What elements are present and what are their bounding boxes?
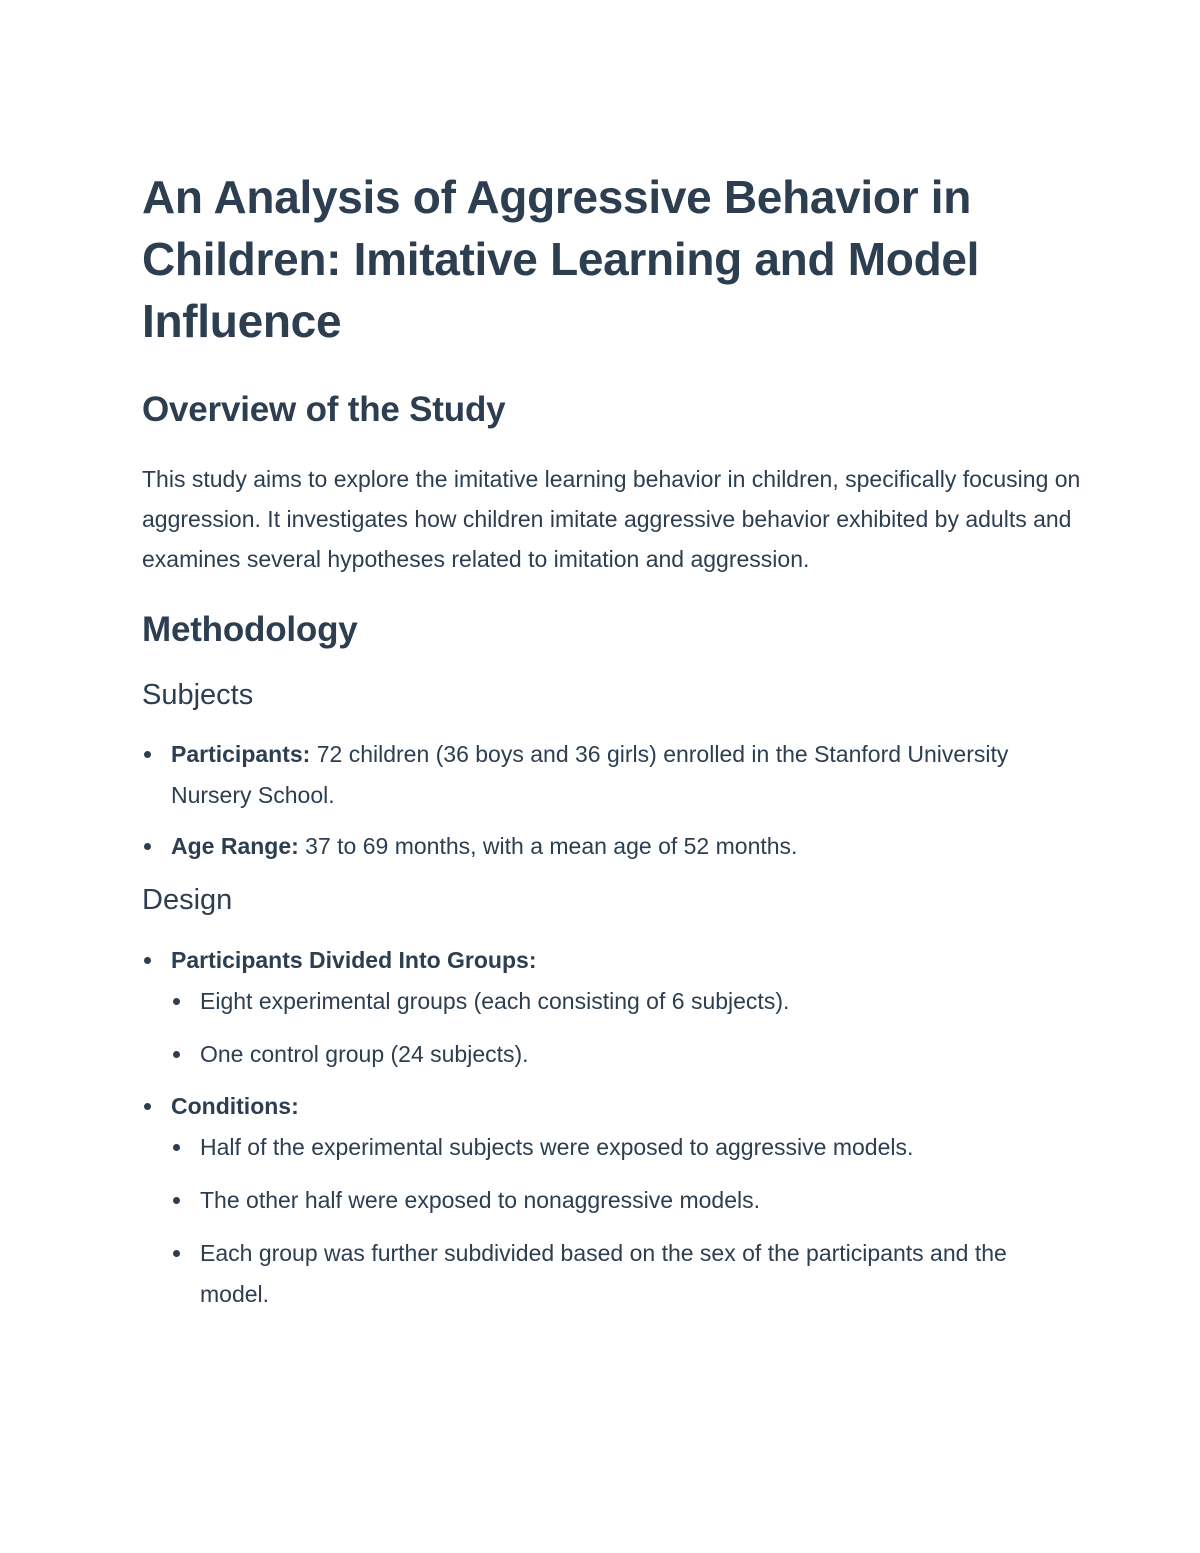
list-item	[142, 940, 1082, 1075]
nested-list-item: Each group was further subdivided based on the sex of the participants and the model.	[171, 1233, 1082, 1315]
list-item	[142, 826, 1082, 867]
overview-paragraph: This study aims to explore the imitative learning behavior in children, specifically focusing on aggression. It investigates how children imitate aggressive behavior exhibited by adults and examines several hypotheses related to imitation and aggression.	[142, 466, 1081, 572]
subjects-list	[142, 734, 1082, 867]
nested-list	[171, 981, 1082, 1075]
design-heading: Design	[142, 884, 233, 916]
list-item-text: 37 to 69 months, with a mean age of 52 months.	[298, 833, 798, 859]
design-list	[142, 940, 1082, 1315]
nested-list-item: Eight experimental groups (each consisting of 6 subjects).	[171, 981, 1082, 1022]
list-item-label: Participants Divided Into Groups:	[171, 947, 537, 973]
methodology-heading: Methodology	[142, 610, 358, 649]
list-item-text: 72 children (36 boys and 36 girls) enrolled in the Stanford University Nursery School.	[171, 741, 1009, 808]
list-item	[142, 734, 1082, 816]
overview-heading: Overview of the Study	[142, 390, 506, 429]
list-item-label: Participants:	[171, 741, 311, 767]
document-title: An Analysis of Aggressive Behavior in Children: Imitative Learning and Model Influence	[142, 171, 980, 347]
subjects-heading: Subjects	[142, 679, 254, 711]
nested-list-item: The other half were exposed to nonaggressive models.	[171, 1180, 1082, 1221]
nested-list-item: Half of the experimental subjects were exposed to aggressive models.	[171, 1127, 1082, 1168]
document-page	[142, 166, 1082, 1315]
list-item	[142, 1086, 1082, 1315]
nested-list-item: One control group (24 subjects).	[171, 1034, 1082, 1075]
nested-list	[171, 1127, 1082, 1315]
list-item-label: Age Range:	[171, 833, 299, 859]
list-item-label: Conditions:	[171, 1093, 299, 1119]
